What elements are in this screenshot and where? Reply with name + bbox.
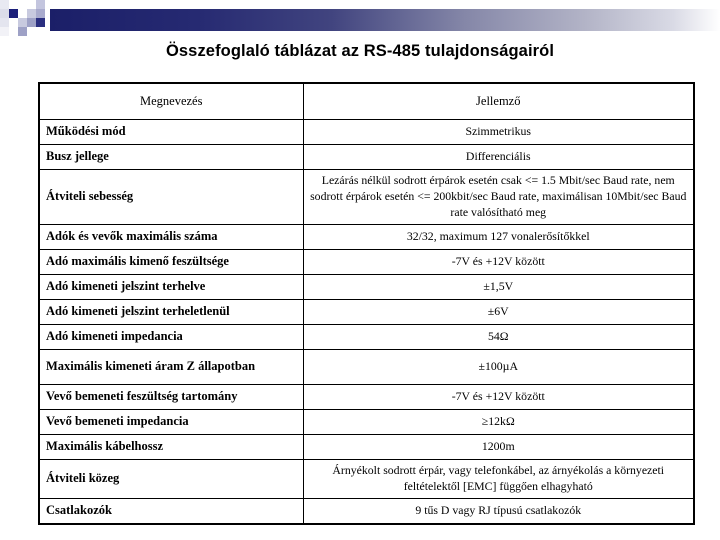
deco-square: [0, 18, 9, 27]
deco-square: [18, 18, 27, 27]
spec-table-container: [38, 82, 693, 525]
property-value-cell: Lezárás nélkül sodrott érpárok esetén csak <= 1.5 Mbit/sec Baud rate, nem sodrott érpárok esetén <= 200kbit/sec Baud rate, maximálisan 10Mbit/sec Baud rate valósítható meg: [303, 170, 694, 225]
table-row: [39, 384, 694, 409]
deco-square: [36, 9, 45, 18]
property-value-cell: -7V és +12V között: [303, 384, 694, 409]
decorative-header-band: [0, 0, 720, 40]
table-row: [39, 145, 694, 170]
deco-square: [18, 0, 27, 9]
property-name-cell: Csatlakozók: [39, 498, 303, 524]
property-name-cell: Maximális kábelhossz: [39, 434, 303, 459]
table-row: [39, 498, 694, 524]
property-name-cell: Adó maximális kimenő feszültsége: [39, 249, 303, 274]
deco-square: [18, 9, 27, 18]
table-row: [39, 324, 694, 349]
table-header-row: [39, 83, 694, 120]
column-header-value: Jellemző: [303, 83, 694, 120]
deco-square: [36, 18, 45, 27]
deco-square: [45, 0, 54, 9]
property-name-cell: Adó kimeneti jelszint terhelve: [39, 274, 303, 299]
deco-square: [0, 27, 9, 36]
deco-square: [27, 0, 36, 9]
table-header: [39, 83, 694, 120]
table-row: [39, 349, 694, 384]
property-value-cell: -7V és +12V között: [303, 249, 694, 274]
deco-square: [18, 27, 27, 36]
table-body: [39, 120, 694, 524]
deco-square: [27, 27, 36, 36]
table-row: [39, 409, 694, 434]
property-value-cell: 54Ω: [303, 324, 694, 349]
property-value-cell: ±100µA: [303, 349, 694, 384]
table-row: [39, 299, 694, 324]
property-name-cell: Maximális kimeneti áram Z állapotban: [39, 349, 303, 384]
property-value-cell: ±1,5V: [303, 274, 694, 299]
property-value-cell: Árnyékolt sodrott érpár, vagy telefonkábel, az árnyékolás a környezeti feltételektől [EMC] függően elhagyható: [303, 459, 694, 498]
deco-square: [36, 0, 45, 9]
property-name-cell: Adók és vevők maximális száma: [39, 224, 303, 249]
property-name-cell: Busz jellege: [39, 145, 303, 170]
property-value-cell: ±6V: [303, 299, 694, 324]
property-name-cell: Átviteli sebesség: [39, 170, 303, 225]
property-name-cell: Átviteli közeg: [39, 459, 303, 498]
table-row: [39, 434, 694, 459]
deco-square: [27, 18, 36, 27]
table-row: [39, 274, 694, 299]
page-title: Összefoglaló táblázat az RS-485 tulajdonságairól: [165, 42, 555, 60]
property-value-cell: ≥12kΩ: [303, 409, 694, 434]
property-value-cell: 32/32, maximum 127 vonalerősítőkkel: [303, 224, 694, 249]
table-row: [39, 120, 694, 145]
deco-square: [9, 9, 18, 18]
property-name-cell: Adó kimeneti jelszint terheletlenül: [39, 299, 303, 324]
property-value-cell: 1200m: [303, 434, 694, 459]
property-value-cell: Differenciális: [303, 145, 694, 170]
property-value-cell: 9 tűs D vagy RJ típusú csatlakozók: [303, 498, 694, 524]
gradient-bar: [50, 9, 720, 31]
table-row: [39, 249, 694, 274]
deco-square: [9, 0, 18, 9]
deco-square: [0, 0, 9, 9]
property-name-cell: Működési mód: [39, 120, 303, 145]
rs485-specification-table: [38, 82, 695, 525]
deco-square: [0, 9, 9, 18]
table-row: [39, 170, 694, 225]
deco-square: [27, 9, 36, 18]
property-value-cell: Szimmetrikus: [303, 120, 694, 145]
deco-square: [9, 27, 18, 36]
property-name-cell: Vevő bemeneti feszültség tartomány: [39, 384, 303, 409]
table-row: [39, 459, 694, 498]
table-row: [39, 224, 694, 249]
column-header-name: Megnevezés: [39, 83, 303, 120]
property-name-cell: Vevő bemeneti impedancia: [39, 409, 303, 434]
property-name-cell: Adó kimeneti impedancia: [39, 324, 303, 349]
deco-square: [9, 18, 18, 27]
